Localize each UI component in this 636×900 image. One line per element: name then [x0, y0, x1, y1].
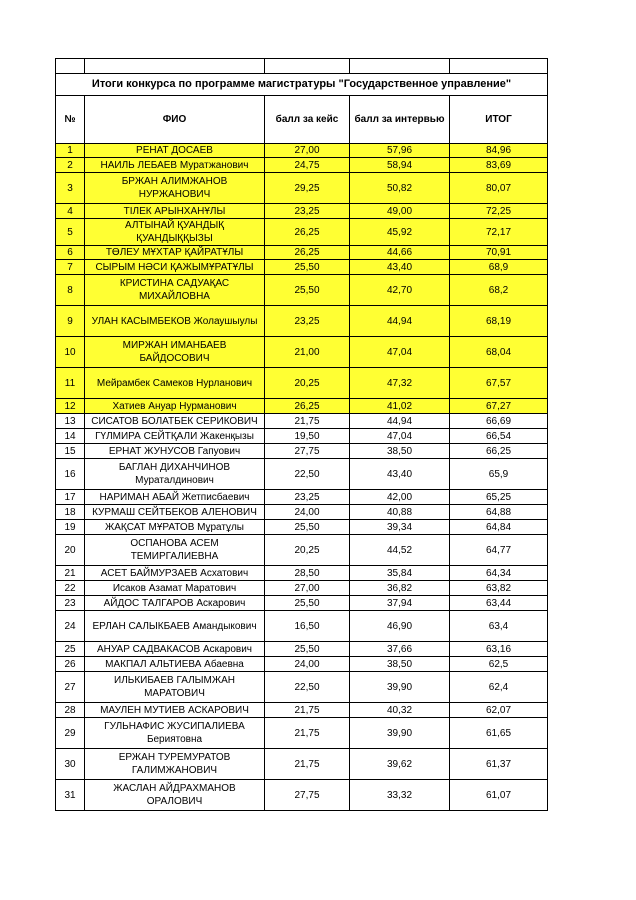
results-table [55, 58, 548, 811]
cell-case: 26,25 [265, 399, 350, 414]
cell-case: 25,50 [265, 275, 350, 306]
table-row [56, 444, 548, 459]
cell-case: 21,75 [265, 703, 350, 718]
cell-num: 28 [56, 703, 85, 718]
cell-total: 68,9 [450, 260, 548, 275]
header-case: балл за кейс [265, 96, 350, 144]
cell-num: 26 [56, 657, 85, 672]
cell-name: ЕРЖАН ТУРЕМУРАТОВ ГАЛИМЖАНОВИЧ [85, 749, 265, 780]
cell-interview: 44,94 [350, 414, 450, 429]
cell-num: 16 [56, 459, 85, 490]
cell-name: АНУАР САДВАКАСОВ Аскарович [85, 642, 265, 657]
cell-interview: 39,34 [350, 520, 450, 535]
cell-num: 7 [56, 260, 85, 275]
header-row [56, 96, 548, 144]
cell-interview: 37,66 [350, 642, 450, 657]
table-row [56, 144, 548, 158]
cell-name: Хатиев Ануар Нурманович [85, 399, 265, 414]
cell-interview: 44,94 [350, 306, 450, 337]
cell-interview: 39,90 [350, 672, 450, 703]
cell-total: 67,27 [450, 399, 548, 414]
table-row [56, 535, 548, 566]
cell-name: АЛТЫНАЙ ҚУАНДЫҚ ҚУАНДЫҚҚЫЗЫ [85, 219, 265, 246]
cell-interview: 44,66 [350, 246, 450, 260]
cell-case: 24,00 [265, 657, 350, 672]
cell-name: ЕРЛАН САЛЫКБАЕВ Амандыкович [85, 611, 265, 642]
cell-name: КРИСТИНА САДУАҚАС МИХАЙЛОВНА [85, 275, 265, 306]
cell-case: 22,50 [265, 672, 350, 703]
cell-name: БАГЛАН ДИХАНЧИНОВ Мураталдинович [85, 459, 265, 490]
cell-case: 26,25 [265, 219, 350, 246]
cell-interview: 36,82 [350, 581, 450, 596]
cell-name: АСЕТ БАЙМУРЗАЕВ Асхатович [85, 566, 265, 581]
table-row [56, 520, 548, 535]
table-row [56, 581, 548, 596]
cell-case: 25,50 [265, 642, 350, 657]
cell-name: ИЛЬКИБАЕВ ГАЛЫМЖАН МАРАТОВИЧ [85, 672, 265, 703]
cell-num: 18 [56, 505, 85, 520]
table-row [56, 173, 548, 204]
cell-total: 72,17 [450, 219, 548, 246]
cell-interview: 47,04 [350, 429, 450, 444]
cell-case: 26,25 [265, 246, 350, 260]
table-row [56, 672, 548, 703]
cell-case: 25,50 [265, 520, 350, 535]
table-row [56, 780, 548, 811]
table-row [56, 596, 548, 611]
cell-interview: 42,70 [350, 275, 450, 306]
table-title: Итоги конкурса по программе магистратуры "Государственное управление" [56, 74, 548, 96]
cell-case: 21,00 [265, 337, 350, 368]
cell-interview: 50,82 [350, 173, 450, 204]
cell-name: УЛАН КАСЫМБЕКОВ Жолаушыулы [85, 306, 265, 337]
cell-total: 65,9 [450, 459, 548, 490]
cell-case: 23,25 [265, 490, 350, 505]
cell-total: 80,07 [450, 173, 548, 204]
cell-name: АЙДОС ТАЛГАРОВ Аскарович [85, 596, 265, 611]
table-row [56, 204, 548, 219]
cell-case: 19,50 [265, 429, 350, 444]
cell-case: 20,25 [265, 535, 350, 566]
cell-interview: 38,50 [350, 444, 450, 459]
title-row [56, 74, 548, 96]
cell-total: 63,82 [450, 581, 548, 596]
cell-interview: 47,04 [350, 337, 450, 368]
header-total: ИТОГ [450, 96, 548, 144]
cell-total: 61,37 [450, 749, 548, 780]
cell-case: 21,75 [265, 414, 350, 429]
cell-num: 12 [56, 399, 85, 414]
cell-interview: 39,62 [350, 749, 450, 780]
cell-name: МАУЛЕН МУТИЕВ АСКАРОВИЧ [85, 703, 265, 718]
cell-num: 17 [56, 490, 85, 505]
cell-name: НАИЛЬ ЛЕБАЕВ Муратжанович [85, 158, 265, 173]
cell-total: 68,19 [450, 306, 548, 337]
cell-interview: 49,00 [350, 204, 450, 219]
cell-num: 21 [56, 566, 85, 581]
cell-name: РЕНАТ ДОСАЕВ [85, 144, 265, 158]
cell-interview: 39,90 [350, 718, 450, 749]
header-interview: балл за интервью [350, 96, 450, 144]
cell-case: 27,00 [265, 581, 350, 596]
cell-total: 83,69 [450, 158, 548, 173]
cell-num: 29 [56, 718, 85, 749]
header-name: ФИО [85, 96, 265, 144]
table-row [56, 399, 548, 414]
cell-num: 24 [56, 611, 85, 642]
cell-num: 1 [56, 144, 85, 158]
table-row [56, 505, 548, 520]
cell-total: 62,4 [450, 672, 548, 703]
cell-name: МАКПАЛ АЛЬТИЕВА Абаевна [85, 657, 265, 672]
cell-case: 25,50 [265, 260, 350, 275]
cell-interview: 38,50 [350, 657, 450, 672]
cell-num: 10 [56, 337, 85, 368]
table-row [56, 718, 548, 749]
cell-interview: 35,84 [350, 566, 450, 581]
cell-name: ЖАСЛАН АЙДРАХМАНОВ ОРАЛОВИЧ [85, 780, 265, 811]
cell-total: 66,69 [450, 414, 548, 429]
cell-num: 15 [56, 444, 85, 459]
table-row [56, 246, 548, 260]
cell-num: 4 [56, 204, 85, 219]
cell-total: 68,04 [450, 337, 548, 368]
cell-case: 22,50 [265, 459, 350, 490]
cell-num: 25 [56, 642, 85, 657]
cell-interview: 33,32 [350, 780, 450, 811]
cell-name: МИРЖАН ИМАНБАЕВ БАЙДОСОВИЧ [85, 337, 265, 368]
cell-total: 64,77 [450, 535, 548, 566]
cell-case: 20,25 [265, 368, 350, 399]
cell-interview: 46,90 [350, 611, 450, 642]
cell-case: 27,75 [265, 444, 350, 459]
cell-num: 27 [56, 672, 85, 703]
table-row [56, 703, 548, 718]
cell-case: 28,50 [265, 566, 350, 581]
cell-name: ТІЛЕК АРЫНХАНҰЛЫ [85, 204, 265, 219]
cell-num: 8 [56, 275, 85, 306]
cell-name: ЖАҚСАТ МҰРАТОВ Мұратұлы [85, 520, 265, 535]
cell-name: Мейрамбек Самеков Нурланович [85, 368, 265, 399]
cell-num: 20 [56, 535, 85, 566]
cell-case: 24,75 [265, 158, 350, 173]
empty-row [56, 59, 548, 74]
table-row [56, 459, 548, 490]
cell-total: 64,34 [450, 566, 548, 581]
cell-total: 63,4 [450, 611, 548, 642]
cell-total: 65,25 [450, 490, 548, 505]
table-row [56, 337, 548, 368]
cell-num: 2 [56, 158, 85, 173]
table-row [56, 414, 548, 429]
cell-total: 66,25 [450, 444, 548, 459]
table-row [56, 611, 548, 642]
table-row [56, 260, 548, 275]
cell-interview: 37,94 [350, 596, 450, 611]
cell-total: 72,25 [450, 204, 548, 219]
cell-name: ГУЛЬНАФИС ЖУСИПАЛИЕВА Бериятовна [85, 718, 265, 749]
cell-num: 19 [56, 520, 85, 535]
cell-interview: 43,40 [350, 260, 450, 275]
cell-total: 63,16 [450, 642, 548, 657]
cell-num: 9 [56, 306, 85, 337]
cell-case: 24,00 [265, 505, 350, 520]
cell-name: ТӨЛЕУ МҰХТАР ҚАЙРАТҰЛЫ [85, 246, 265, 260]
cell-total: 84,96 [450, 144, 548, 158]
cell-case: 27,00 [265, 144, 350, 158]
cell-interview: 40,32 [350, 703, 450, 718]
cell-case: 29,25 [265, 173, 350, 204]
cell-total: 61,07 [450, 780, 548, 811]
table-row [56, 642, 548, 657]
table-row [56, 368, 548, 399]
cell-num: 14 [56, 429, 85, 444]
cell-interview: 40,88 [350, 505, 450, 520]
cell-name: СЫРЫМ НӘСИ ҚАЖЫМҰРАТҰЛЫ [85, 260, 265, 275]
cell-interview: 58,94 [350, 158, 450, 173]
cell-name: ГҮЛМИРА СЕЙТҚАЛИ Жакенқызы [85, 429, 265, 444]
cell-num: 13 [56, 414, 85, 429]
cell-name: ЕРНАТ ЖУНУСОВ Гапуович [85, 444, 265, 459]
cell-total: 70,91 [450, 246, 548, 260]
cell-case: 25,50 [265, 596, 350, 611]
cell-name: СИСАТОВ БОЛАТБЕК СЕРИКОВИЧ [85, 414, 265, 429]
cell-num: 31 [56, 780, 85, 811]
table-row [56, 490, 548, 505]
cell-total: 68,2 [450, 275, 548, 306]
table-row [56, 158, 548, 173]
cell-name: КУРМАШ СЕЙТБЕКОВ АЛЕНОВИЧ [85, 505, 265, 520]
cell-name: ОСПАНОВА АСЕМ ТЕМИРГАЛИЕВНА [85, 535, 265, 566]
cell-name: НАРИМАН АБАЙ Жетписбаевич [85, 490, 265, 505]
cell-case: 23,25 [265, 204, 350, 219]
cell-name: БРЖАН АЛИМЖАНОВ НУРЖАНОВИЧ [85, 173, 265, 204]
cell-name: Исаков Азамат Маратович [85, 581, 265, 596]
cell-total: 64,84 [450, 520, 548, 535]
cell-case: 23,25 [265, 306, 350, 337]
cell-num: 3 [56, 173, 85, 204]
header-num: № [56, 96, 85, 144]
cell-interview: 44,52 [350, 535, 450, 566]
cell-total: 67,57 [450, 368, 548, 399]
cell-num: 22 [56, 581, 85, 596]
cell-num: 6 [56, 246, 85, 260]
table-row [56, 275, 548, 306]
cell-interview: 47,32 [350, 368, 450, 399]
cell-case: 21,75 [265, 749, 350, 780]
table-row [56, 566, 548, 581]
cell-total: 62,07 [450, 703, 548, 718]
cell-total: 62,5 [450, 657, 548, 672]
cell-interview: 57,96 [350, 144, 450, 158]
table-row [56, 219, 548, 246]
table-row [56, 657, 548, 672]
cell-total: 66,54 [450, 429, 548, 444]
cell-num: 5 [56, 219, 85, 246]
cell-interview: 45,92 [350, 219, 450, 246]
cell-total: 61,65 [450, 718, 548, 749]
cell-interview: 42,00 [350, 490, 450, 505]
cell-interview: 43,40 [350, 459, 450, 490]
cell-num: 30 [56, 749, 85, 780]
cell-case: 16,50 [265, 611, 350, 642]
table-row [56, 749, 548, 780]
cell-case: 27,75 [265, 780, 350, 811]
table-row [56, 306, 548, 337]
cell-interview: 41,02 [350, 399, 450, 414]
cell-total: 63,44 [450, 596, 548, 611]
cell-num: 23 [56, 596, 85, 611]
cell-total: 64,88 [450, 505, 548, 520]
table-row [56, 429, 548, 444]
cell-num: 11 [56, 368, 85, 399]
cell-case: 21,75 [265, 718, 350, 749]
